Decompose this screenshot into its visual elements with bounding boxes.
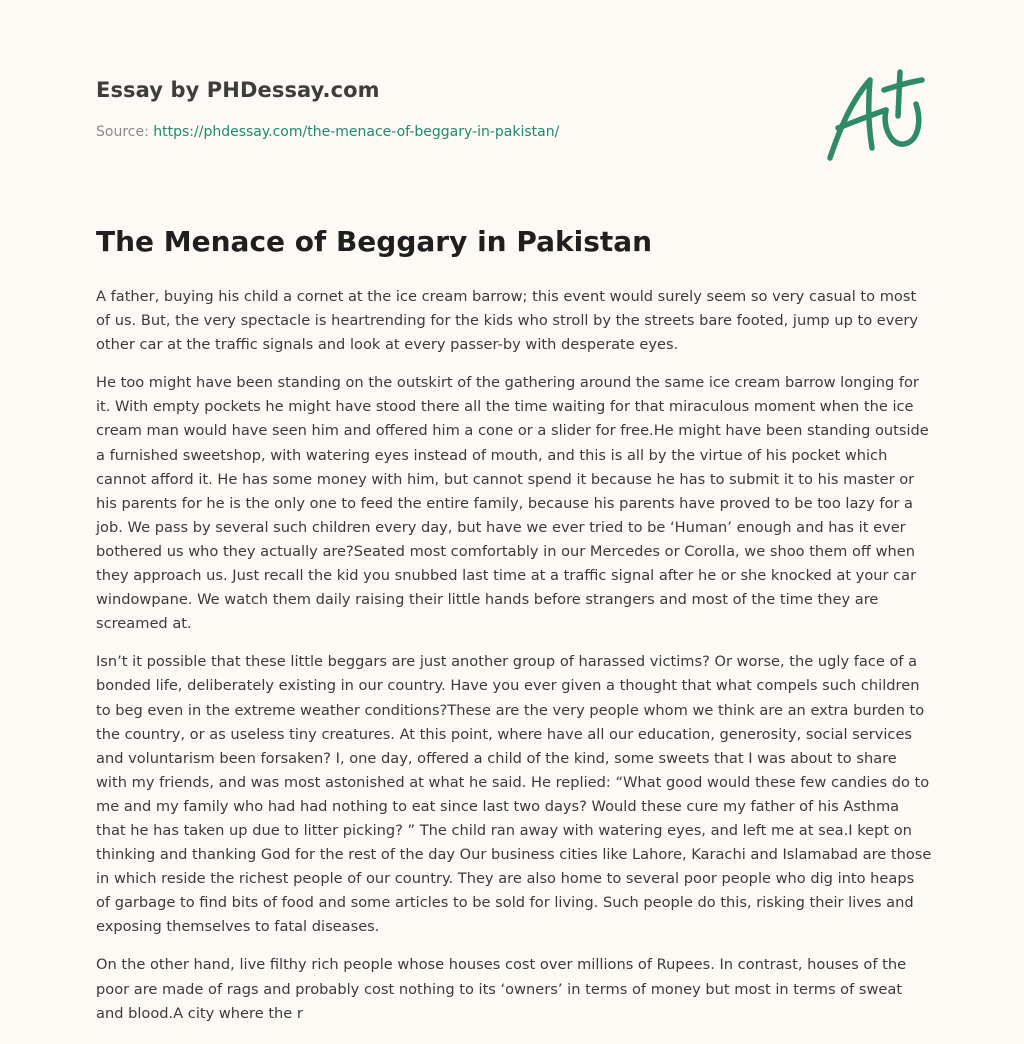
paragraph: On the other hand, live filthy rich people whose houses cost over millions of Rupees. In contrast, houses of the poor are made of rags and probably cost nothing to its ‘owners’ in terms of money but most in terms of sweat and blood.A city where the r	[96, 956, 907, 1022]
paragraph: A father, buying his child a cornet at the ice cream barrow; this event would surely seem so very casual to most of us. But, the very spectacle is heartrending for the kids who stroll by the streets bare footed, jump up to every other car at the traffic signals and look at every passer-by with desperate eyes.	[96, 288, 919, 354]
source-line	[96, 124, 559, 140]
paragraph: He too might have been standing on the outskirt of the gathering around the same ice cream barrow longing for it. With empty pockets he might have stood there all the time waiting for that miraculous moment when the ice cream man would have seen him and offered him a cone or a slider for free.He might have been standing outside a furnished sweetshop, with watering eyes instead of mouth, and this is all by the virtue of his pocket which cannot afford it. He has some money with him, but cannot spend it because he has to submit it to his master or his parents for he is the only one to feed the entire family, because his parents have proved to be too lazy for a job. We pass by several such children every day, but have we ever tried to be ‘Human’ enough and has it ever bothered us who they actually are?Seated most comfortably in our Mercedes or Corolla, we shoo them off when they approach us. Just recall the kid you snubbed last time at a traffic signal after he or she knocked at your car windowpane. We watch them daily raising their little hands before strangers and most of the time they are screamed at.	[96, 374, 929, 633]
a-plus-grade-icon	[822, 66, 932, 166]
essay-body	[96, 285, 932, 1040]
source-link[interactable]: https://phdessay.com/the-menace-of-beggary-in-pakistan/	[153, 124, 560, 140]
essay-title: The Menace of Beggary in Pakistan	[96, 225, 653, 258]
source-label: Source:	[96, 124, 154, 140]
paragraph: Isn’t it possible that these little beggars are just another group of harassed victims? Or worse, the ugly face of a bonded life, deliberately existing in our country. Have you ever given a thought that what compels such children to beg even in the extreme weather conditions?These are the very people whom we think are an extra burden to the country, or as useless tiny creatures. At this point, where have all our education, generosity, social services and voluntarism been forsaken? I, one day, offered a child of the kind, some sweets that I was about to share with my friends, and was most astonished at what he said. He replied: “What good would these few candies do to me and my family who had had nothing to eat since last two days? Would these cure my father of his Asthma that he has taken up due to litter picking? ” The child ran away with watering eyes, and left me at sea.I kept on thinking and thanking God for the rest of the day Our business cities like Lahore, Karachi and Islamabad are those in which reside the richest people of our country. They are also home to several poor people who dig into heaps of garbage to find bits of food and some articles to be sold for living. Such people do this, risking their lives and exposing themselves to fatal diseases.	[96, 653, 932, 936]
site-brand: Essay by PHDessay.com	[96, 78, 380, 102]
